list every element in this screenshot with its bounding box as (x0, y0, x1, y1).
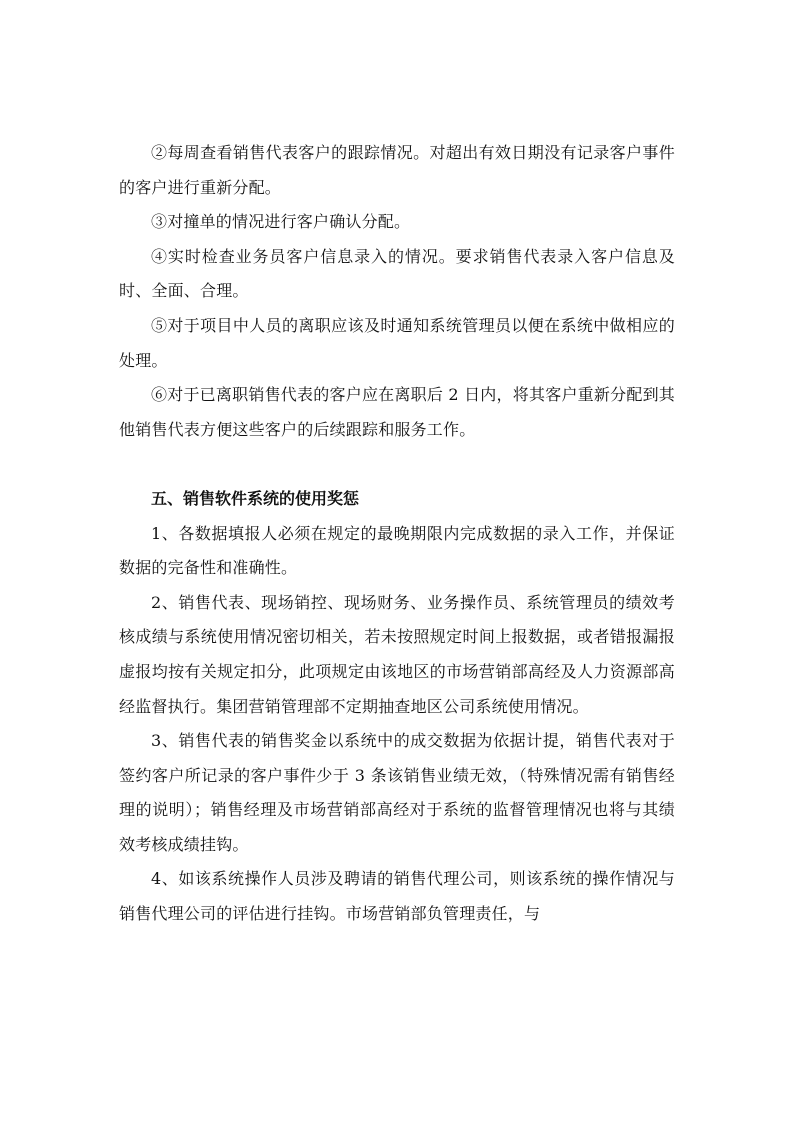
document-body (119, 136, 675, 932)
list-item: ②每周查看销售代表客户的跟踪情况。对超出有效日期没有记录客户事件的客户进行重新分配。 (119, 143, 675, 197)
list-item: ④实时检查业务员客户信息录入的情况。要求销售代表录入客户信息及时、全面、合理。 (119, 246, 675, 301)
section-paragraph: 3、销售代表的销售奖金以系统中的成交数据为依据计提，销售代表对于签约客户所记录的客户事件少于 3 条该销售业绩无效，（特殊情况需有销售经理的说明）；销售经理及市场营销部高经对于系统的监督管理情况也将与其绩效考核成绩挂钩。 (119, 731, 675, 854)
section-paragraph: 1、各数据填报人必须在规定的最晚期限内完成数据的录入工作，并保证数据的完备性和准确性。 (119, 523, 675, 578)
section-heading: 五、销售软件系统的使用奖惩 (151, 488, 360, 508)
section-spacer (119, 447, 675, 482)
list-item: ③对撞单的情况进行客户确认分配。 (151, 212, 411, 232)
section-paragraph: 2、销售代表、现场销控、现场财务、业务操作员、系统管理员的绩效考核成绩与系统使用情况密切相关，若未按照规定时间上报数据，或者错报漏报虚报均按有关规定扣分，此项规定由该地区的市场营销部高经及人力资源部高经监督执行。集团营销管理部不定期抽查地区公司系统使用情况。 (119, 592, 675, 716)
list-item: ⑥对于已离职销售代表的客户应在离职后 2 日内，将其客户重新分配到其他销售代表方便这些客户的后续跟踪和服务工作。 (119, 385, 675, 439)
list-item: ⑤对于项目中人员的离职应该及时通知系统管理员以便在系统中做相应的处理。 (119, 315, 675, 370)
section-paragraph: 4、如该系统操作人员涉及聘请的销售代理公司，则该系统的操作情况与销售代理公司的评估进行挂钩。市场营销部负管理责任，与 (119, 869, 675, 924)
